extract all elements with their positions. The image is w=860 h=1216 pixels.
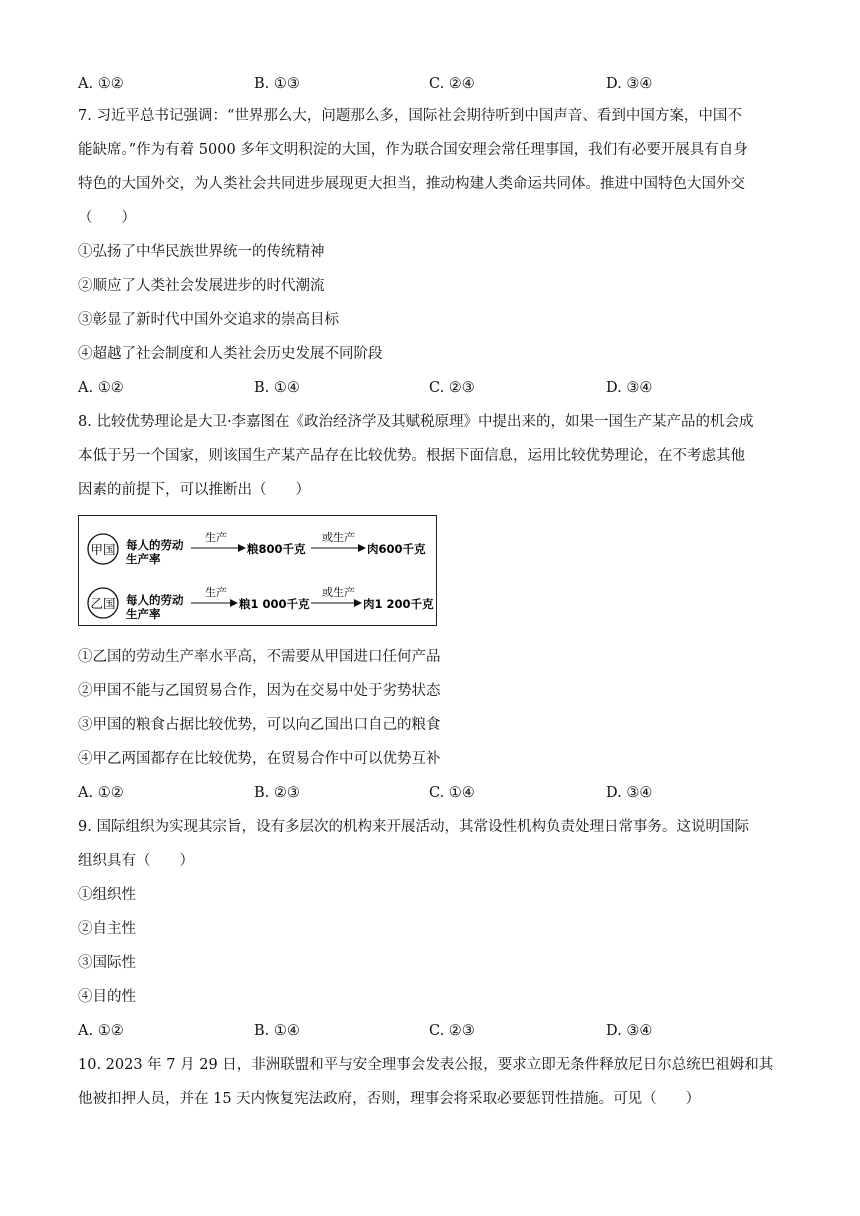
- option-b: B. ①③: [254, 76, 300, 92]
- verb-or-produce: 或生产: [322, 586, 355, 599]
- option-c: C. ②④: [429, 76, 475, 92]
- q7-stem-line-4: （ ）: [78, 210, 136, 226]
- q9-statement-2: ②自主性: [78, 921, 136, 937]
- q7-stem-line-2: 能缺席。”作为有着 5000 多年文明积淀的大国，作为联合国安理会常任理事国，我们有必要开展具有自身: [78, 142, 748, 158]
- verb-produce: 生产: [205, 531, 227, 544]
- q7-statement-3: ③彰显了新时代中国外交追求的崇高目标: [78, 312, 339, 328]
- option-b: B. ②③: [254, 785, 300, 801]
- q6-options: [78, 74, 788, 94]
- q9-options: [78, 1021, 788, 1041]
- option-a: A. ①②: [78, 1023, 124, 1039]
- q9-stem-line-2: 组织具有（ ）: [78, 853, 194, 869]
- q10-stem-line-2: 他被扣押人员，并在 15 天内恢复宪法政府，否则，理事会将采取必要惩罚性措施。可见（ ）: [78, 1091, 701, 1107]
- q9-stem-line-1: 9. 国际组织为实现其宗旨，设有多层次的机构来开展活动，其常设性机构负责处理日常事务。这说明国际: [78, 819, 749, 835]
- option-c: C. ②③: [429, 380, 475, 396]
- option-c: C. ②③: [429, 1023, 475, 1039]
- q10-stem-line-1: 10. 2023 年 7 月 29 日，非洲联盟和平与安全理事会发表公报，要求立即无条件释放尼日尔总统巴祖姆和其: [78, 1057, 774, 1073]
- option-b: B. ①④: [254, 1023, 300, 1039]
- option-d: D. ③④: [606, 380, 653, 396]
- q8-statement-1: ①乙国的劳动生产率水平高，不需要从甲国进口任何产品: [78, 649, 441, 665]
- product-grain: 粮800千克: [247, 542, 306, 556]
- diagram-row-yi: [88, 585, 434, 621]
- q8-stem-line-2: 本低于另一个国家，则该国生产某产品存在比较优势。根据下面信息，运用比较优势理论，在不考虑其他: [78, 448, 745, 464]
- row-label-line1: 每人的劳动: [126, 593, 184, 607]
- productivity-diagram: [78, 515, 437, 626]
- country-label: 甲国: [90, 542, 116, 557]
- row-label-line1: 每人的劳动: [126, 538, 184, 552]
- q7-stem-line-1: 7. 习近平总书记强调：“世界那么大，问题那么多，国际社会期待听到中国声音、看到中国方案，中国不: [78, 108, 742, 124]
- product-meat: 肉1 200千克: [363, 597, 434, 611]
- q8-statement-2: ②甲国不能与乙国贸易合作，因为在交易中处于劣势状态: [78, 683, 441, 699]
- q8-statement-4: ④甲乙两国都存在比较优势，在贸易合作中可以优势互补: [78, 751, 441, 767]
- q7-statement-4: ④超越了社会制度和人类社会历史发展不同阶段: [78, 346, 383, 362]
- option-c: C. ①④: [429, 785, 475, 801]
- country-label: 乙国: [90, 596, 116, 611]
- row-label-line2: 生产率: [126, 552, 161, 566]
- option-d: D. ③④: [606, 1023, 653, 1039]
- q8-statement-3: ③甲国的粮食占据比较优势，可以向乙国出口自己的粮食: [78, 717, 441, 733]
- option-a: A. ①②: [78, 785, 124, 801]
- q8-options: [78, 783, 788, 803]
- q7-options: [78, 378, 788, 398]
- verb-produce: 生产: [205, 586, 227, 599]
- option-a: A. ①②: [78, 76, 124, 92]
- product-meat: 肉600千克: [367, 542, 426, 556]
- productivity-diagram-svg: [79, 516, 438, 627]
- option-d: D. ③④: [606, 785, 653, 801]
- row-label-line2: 生产率: [126, 607, 161, 621]
- q9-statement-3: ③国际性: [78, 955, 136, 971]
- q7-statement-1: ①弘扬了中华民族世界统一的传统精神: [78, 244, 325, 260]
- option-a: A. ①②: [78, 380, 124, 396]
- q8-stem-line-3: 因素的前提下，可以推断出（ ）: [78, 482, 310, 498]
- option-d: D. ③④: [606, 76, 653, 92]
- q7-statement-2: ②顺应了人类社会发展进步的时代潮流: [78, 278, 325, 294]
- diagram-row-jia: [88, 530, 426, 566]
- product-grain: 粮1 000千克: [239, 597, 310, 611]
- q9-statement-4: ④目的性: [78, 989, 136, 1005]
- option-b: B. ①④: [254, 380, 300, 396]
- verb-or-produce: 或生产: [322, 531, 355, 544]
- q7-stem-line-3: 特色的大国外交，为人类社会共同进步展现更大担当，推动构建人类命运共同体。推进中国特色大国外交: [78, 176, 745, 192]
- q8-stem-line-1: 8. 比较优势理论是大卫·李嘉图在《政治经济学及其赋税原理》中提出来的，如果一国生产某产品的机会成: [78, 414, 754, 430]
- q9-statement-1: ①组织性: [78, 887, 136, 903]
